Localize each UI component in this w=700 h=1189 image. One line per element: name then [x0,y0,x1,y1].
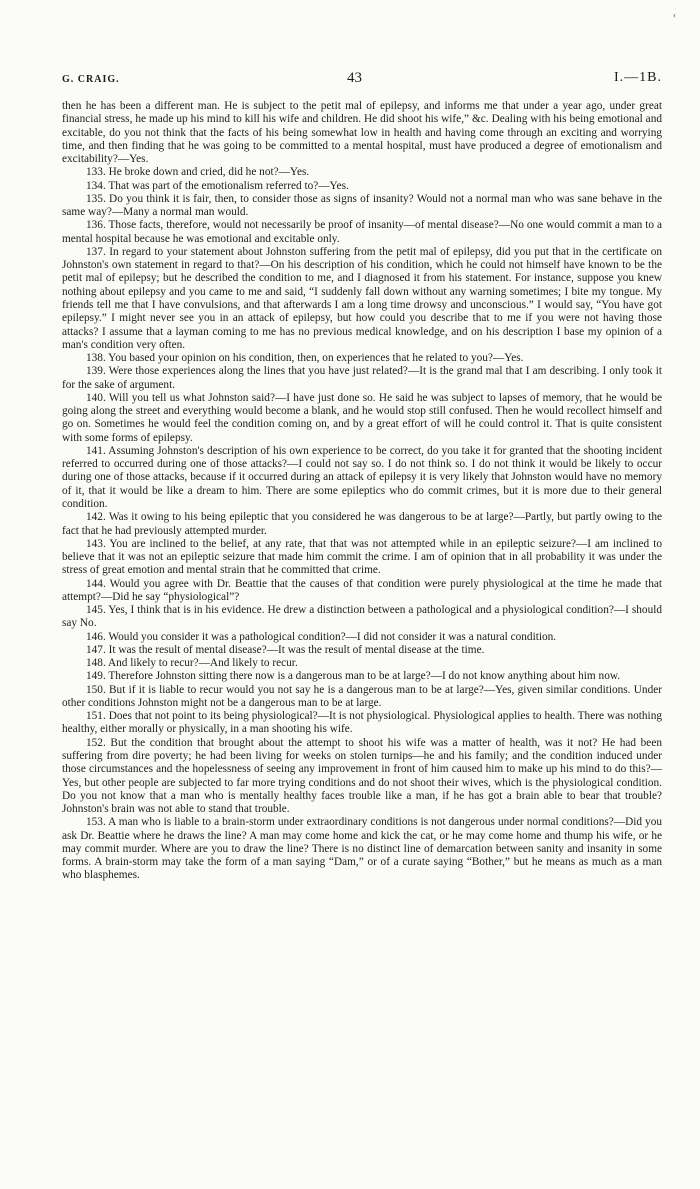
paragraph-142: 142. Was it owing to his being epileptic that you considered he was dangerous to be at large?—Partly, but partly owing to the fact that he had previously attempted murder. [62,511,662,537]
paragraph-146: 146. Would you consider it was a pathological condition?—I did not consider it was a natural condition. [86,630,557,643]
corner-mark: ‹ [673,10,676,20]
paragraph-148: 148. And likely to recur?—And likely to recur. [86,657,298,670]
paragraph-147: 147. It was the result of mental disease?—It was the result of mental disease at the time. [86,643,485,656]
paragraph-145: 145. Yes, I think that is in his evidence. He drew a distinction between a pathological and a physiological condition?—I should say No. [62,604,662,630]
paragraph-137: 137. In regard to your statement about Johnston suffering from the petit mal of epilepsy, did you put that in the certificate on Johnston's own statement in regard to that?—On his description of his condition, which he could not himself have known to be the petit mal of epilepsy; but he described the condition to me, and I diagnosed it from his statement. For instance, suppose you knew nothing about epilepsy and you came to me and said, “I suddenly fall down without any warning sometimes; I bite my tongue. My friends tell me that I have convulsions, and that afterwards I am a long time drowsy and unconscious.” I would say, “You have got epilepsy.” I might never see you in an attack of epilepsy, but how could you describe that to me if you were not having those attacks? I assume that a layman coming to me has no previous medical knowledge, and on his description I base my opinion of a man's condition very often. [62,245,662,351]
paragraph-135: 135. Do you think it is fair, then, to consider those as signs of insanity? Would not a normal man who was sane behave in the same way?—Many a normal man would. [62,192,662,219]
paragraph-151: 151. Does that not point to its being physiological?—It is not physiological. Physiological applies to health. There was nothing healthy, either morally or physically, in a man shooting his wife. [62,710,662,736]
paragraph-134: 134. That was part of the emotionalism referred to?—Yes. [86,179,349,192]
paragraph-140: 140. Will you tell us what Johnston said?—I have just done so. He said he was subject to lapses of memory, that he would be going along the street and everything would become a blank, and he would stop still confused. Then he would recollect himself and go on. Sometimes he would feel the condition coming on, and by a great effort of will he could control it. That is quite consistent with some forms of epilepsy. [62,391,662,444]
header-document-ref: I.—1B. [614,70,662,85]
paragraph-139: 139. Were those experiences along the lines that you have just related?—It is the grand mal that I am describing. I only took it for the sake of argument. [62,365,662,391]
paragraph-153: 153. A man who is liable to a brain-storm under extraordinary conditions is not dangerous under normal conditions?—Did you ask Dr. Beattie where he draws the line? A man may come home and kick the cat, or he may come home and thump his wife, or he may commit murder. Where are you to draw the line? There is no distinct line of demarcation between sanity and insanity in some forms. A brain-storm may take the form of a man saying “Dam,” or of a curate saying “Bother,” but he means as much as a man who blasphemes. [62,816,662,882]
paragraph-144: 144. Would you agree with Dr. Beattie that the causes of that condition were purely physiological at the time he made that attempt?—Did he say “physiological”? [62,577,662,603]
paragraph-143: 143. You are inclined to the belief, at any rate, that that was not attempted while in an epileptic seizure?—I am inclined to believe that it was not an epileptic seizure that made him commit the crime. I am of opinion that in all probability it was under the stress of great emotion and mental strain that he committed that crime. [62,537,662,577]
page-body [62,100,662,883]
paragraph-141: 141. Assuming Johnston's description of his own experience to be correct, do you take it for granted that the shooting incident referred to occurred during one of those attacks?—I could not say so. I do not think so. I do not think it would be likely to occur during one of those attacks, because if it occurred during an attack of epilepsy it is very likely that Johnston would have no memory of it, that it would be like a dream to him. There are some epileptics who do commit crimes, but it is more due to their general condition. [62,444,662,510]
paragraph-133: 133. He broke down and cried, did he not?—Yes. [86,166,310,179]
paragraph-138: 138. You based your opinion on his condition, then, on experiences that he related to you?—Yes. [86,352,524,365]
paragraph-149: 149. Therefore Johnston sitting there now is a dangerous man to be at large?—I do not know anything about him now. [86,670,621,683]
page-number: 43 [347,70,362,86]
paragraph-136: 136. Those facts, therefore, would not necessarily be proof of insanity—of mental disease?—No one would commit a man to a mental hospital because he was emotional and excitable only. [62,219,662,245]
page-header [62,70,662,90]
paragraph-152: 152. But the condition that brought about the attempt to shoot his wife was a matter of health, was it not? He had been suffering from dire poverty; he had been living for weeks on stolen turnips—he and his family; and the condition induced under those circumstances and the hopelessness of seeing any improvement in front of him caused him to make up his mind to do this?—Yes, but other people are subjected to far more trying conditions and do not shoot their wives, which is the physiological condition. Do you not know that a man who is mentally healthy faces trouble like a man, if he has got a brain able to bear that trouble? Johnston's brain was not able to stand that trouble. [62,736,662,816]
header-witness: G. CRAIG. [62,74,120,85]
paragraph-0: then he has been a different man. He is subject to the petit mal of epilepsy, and informs me that under a year ago, under great financial stress, he made up his mind to kill his wife and children. He did shoot his wife,” &c. Dealing with his being emotional and excitable, do you not think that the facts of his being somewhat low in health and having come through an exciting and worrying time, and then finding that he was going to be committed to a mental hospital, must have produced a degree of emotionalism and excitability?—Yes. [62,100,662,166]
paragraph-150: 150. But if it is liable to recur would you not say he is a dangerous man to be at large?—Yes, given similar conditions. Under other conditions Johnston might not be a dangerous man to be at large. [62,683,662,709]
